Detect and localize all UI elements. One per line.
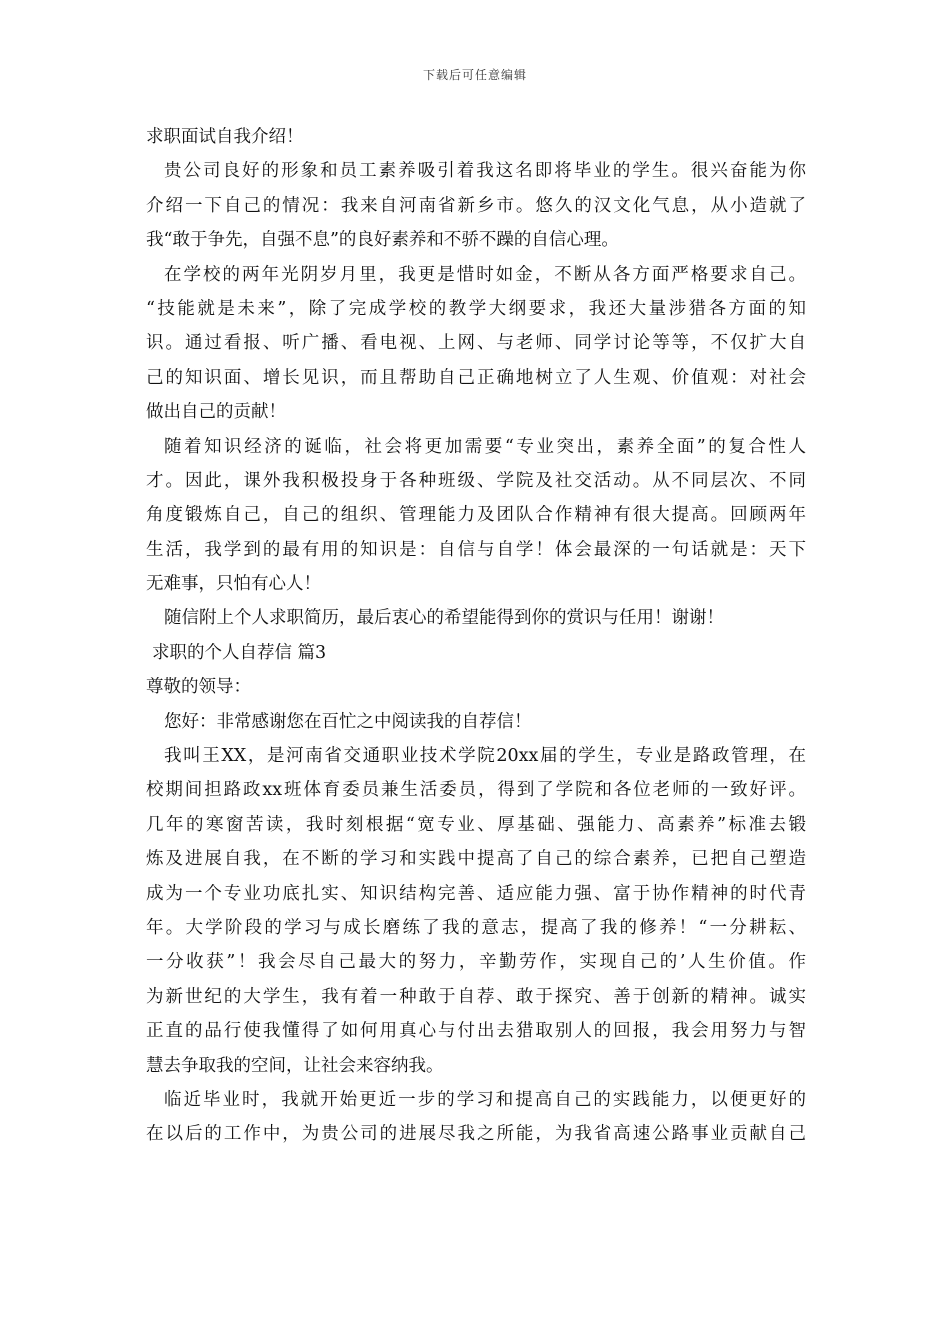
text-line: 己的知识面、增长见识，而且帮助自己正确地树立了人生观、价值观：对社会 [146, 367, 806, 388]
text-line: 贵公司良好的形象和员工素养吸引着我这名即将毕业的学生。很兴奋能为你 [164, 161, 806, 182]
text-line: 为新世纪的大学生，我有着一种敢于自荐、敢于探究、善于创新的精神。诚实 [146, 986, 806, 1007]
page-header-note: 下载后可任意编辑 [422, 68, 527, 82]
text-line: 无难事，只怕有心人！ [146, 574, 321, 595]
text-line: 求职面试自我介绍！ [146, 127, 304, 147]
text-line: 年。大学阶段的学习与成长磨练了我的意志，提高了我的修养！“一分耕耘、 [146, 917, 806, 938]
document-body [146, 120, 806, 1152]
text-line: 慧去争取我的空间，让社会来容纳我。 [146, 1055, 444, 1076]
text-line: 校期间担路政xx班体育委员兼生活委员，得到了学院和各位老师的一致好评。 [146, 780, 806, 801]
text-line: 您好：非常感谢您在百忙之中阅读我的自荐信！ [164, 711, 532, 732]
text-line: 生活，我学到的最有用的知识是：自信与自学！体会最深的一句话就是：天下 [146, 539, 806, 560]
text-line: 几年的寒窗苦读，我时刻根据“宽专业、厚基础、强能力、高素养”标准去锻 [146, 814, 806, 835]
text-line: 在以后的工作中，为贵公司的进展尽我之所能，为我省高速公路事业贡献自己 [146, 1124, 806, 1145]
text-line: 正直的品行使我懂得了如何用真心与付出去猎取别人的回报，我会用努力与智 [146, 1021, 806, 1042]
text-line: 随着知识经济的诞临，社会将更加需要“专业突出，素养全面”的复合性人 [164, 436, 806, 457]
text-line: 我“敢于争先，自强不息”的良好素养和不骄不躁的自信心理。 [146, 230, 619, 251]
text-line: 我叫王XX，是河南省交通职业技术学院20xx届的学生，专业是路政管理，在 [164, 746, 806, 767]
text-line: 尊敬的领导： [146, 677, 251, 698]
text-line: “技能就是未来”，除了完成学校的教学大纲要求，我还大量涉猎各方面的知 [146, 298, 806, 319]
text-line: 介绍一下自己的情况：我来自河南省新乡市。悠久的汉文化气息，从小造就了 [146, 195, 806, 216]
text-line: 一分收获”！我会尽自己最大的努力，辛勤劳作，实现自己的’人生价值。作 [146, 952, 806, 973]
text-line: 成为一个专业功底扎实、知识结构完善、适应能力强、富于协作精神的时代青 [146, 883, 806, 904]
text-line: 识。通过看报、听广播、看电视、上网、与老师、同学讨论等等，不仅扩大自 [146, 333, 806, 354]
text-line: 才。因此，课外我积极投身于各种班级、学院及社交活动。从不同层次、不同 [146, 470, 806, 491]
section-heading: 求职的个人自荐信 篇3 [152, 642, 327, 663]
text-line: 在学校的两年光阴岁月里，我更是惜时如金，不断从各方面严格要求自己。 [164, 264, 806, 285]
text-line: 随信附上个人求职简历，最后衷心的希望能得到你的赏识与任用！谢谢！ [164, 608, 724, 629]
text-line: 炼及进展自我，在不断的学习和实践中提高了自己的综合素养，已把自己塑造 [146, 849, 806, 870]
text-line: 做出自己的贡献！ [146, 402, 286, 423]
text-line: 临近毕业时，我就开始更近一步的学习和提高自己的实践能力，以便更好的 [164, 1089, 806, 1110]
text-line: 角度锻炼自己，自己的组织、管理能力及团队合作精神有很大提高。回顾两年 [146, 505, 806, 526]
